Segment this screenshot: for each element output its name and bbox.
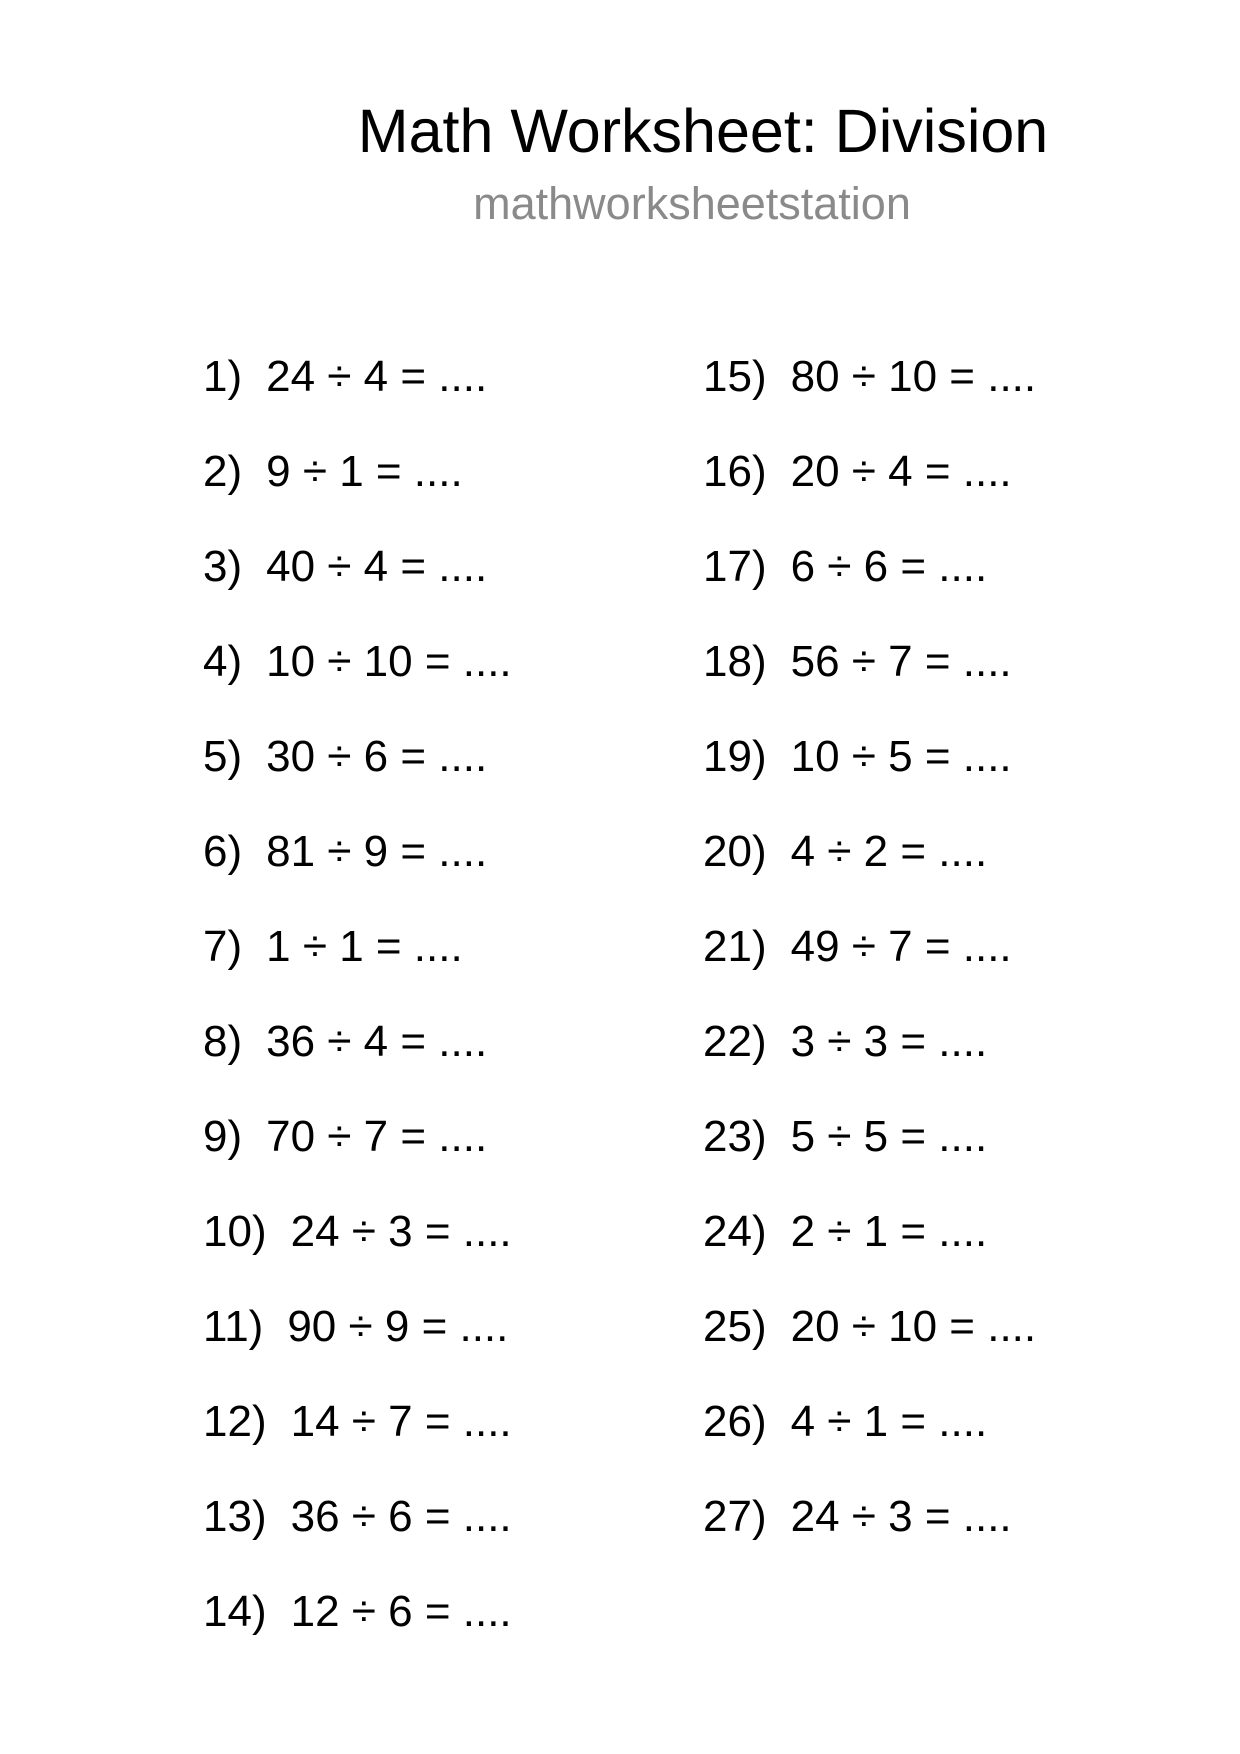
problem-row xyxy=(203,542,488,591)
problem-number: 5) xyxy=(203,732,243,781)
problem-row xyxy=(703,542,988,591)
problem-expression: 20 ÷ 10 = .... xyxy=(790,1302,1037,1351)
problem-row xyxy=(203,1492,512,1541)
problem-row xyxy=(203,827,488,876)
problem-expression: 10 ÷ 10 = .... xyxy=(266,637,512,686)
problem-row xyxy=(203,1587,512,1636)
problem-number: 20) xyxy=(703,827,767,876)
problem-expression: 6 ÷ 6 = .... xyxy=(790,542,988,591)
problem-number: 26) xyxy=(703,1397,767,1446)
problem-row xyxy=(703,827,988,876)
problem-expression: 56 ÷ 7 = .... xyxy=(790,637,1012,686)
problem-row xyxy=(703,447,1012,496)
problem-expression: 40 ÷ 4 = .... xyxy=(266,542,488,591)
problem-number: 12) xyxy=(203,1397,267,1446)
problem-number: 24) xyxy=(703,1207,767,1256)
problem-number: 19) xyxy=(703,732,767,781)
problem-expression: 30 ÷ 6 = .... xyxy=(266,732,488,781)
problem-expression: 2 ÷ 1 = .... xyxy=(790,1207,988,1256)
problem-number: 2) xyxy=(203,447,243,496)
problem-expression: 24 ÷ 3 = .... xyxy=(290,1207,512,1256)
problem-row xyxy=(703,732,1012,781)
problem-number: 8) xyxy=(203,1017,243,1066)
problem-number: 13) xyxy=(203,1492,267,1541)
problem-number: 7) xyxy=(203,922,243,971)
problem-row xyxy=(703,1302,1037,1351)
problem-number: 1) xyxy=(203,352,243,401)
problem-expression: 90 ÷ 9 = .... xyxy=(287,1302,509,1351)
problem-number: 18) xyxy=(703,637,767,686)
problem-expression: 80 ÷ 10 = .... xyxy=(790,352,1037,401)
worksheet-title: Math Worksheet: Division xyxy=(357,97,1049,165)
problem-number: 27) xyxy=(703,1492,767,1541)
problem-number: 4) xyxy=(203,637,243,686)
problem-row xyxy=(203,1112,488,1161)
problem-row xyxy=(703,637,1012,686)
problem-number: 10) xyxy=(203,1207,267,1256)
problem-number: 14) xyxy=(203,1587,267,1636)
problem-number: 22) xyxy=(703,1017,767,1066)
problem-expression: 36 ÷ 4 = .... xyxy=(266,1017,488,1066)
problem-number: 21) xyxy=(703,922,767,971)
problem-expression: 1 ÷ 1 = .... xyxy=(266,922,463,971)
problem-row xyxy=(203,352,488,401)
problem-expression: 24 ÷ 3 = .... xyxy=(790,1492,1012,1541)
problem-row xyxy=(203,1017,488,1066)
problem-number: 17) xyxy=(703,542,767,591)
problem-row xyxy=(703,1492,1012,1541)
problem-expression: 4 ÷ 2 = .... xyxy=(790,827,988,876)
problem-expression: 4 ÷ 1 = .... xyxy=(790,1397,988,1446)
problem-expression: 24 ÷ 4 = .... xyxy=(266,352,488,401)
problem-row xyxy=(203,1207,512,1256)
problem-expression: 10 ÷ 5 = .... xyxy=(790,732,1012,781)
problem-number: 9) xyxy=(203,1112,243,1161)
problem-number: 16) xyxy=(703,447,767,496)
problem-row xyxy=(203,922,463,971)
problem-number: 11) xyxy=(203,1302,264,1351)
problem-expression: 14 ÷ 7 = .... xyxy=(290,1397,512,1446)
problem-row xyxy=(703,1112,988,1161)
problem-expression: 81 ÷ 9 = .... xyxy=(266,827,488,876)
problem-expression: 70 ÷ 7 = .... xyxy=(266,1112,488,1161)
problem-row xyxy=(203,732,488,781)
problem-number: 3) xyxy=(203,542,243,591)
problem-expression: 12 ÷ 6 = .... xyxy=(290,1587,512,1636)
problem-row xyxy=(703,922,1012,971)
problem-number: 25) xyxy=(703,1302,767,1351)
problem-number: 15) xyxy=(703,352,767,401)
problem-row xyxy=(203,1302,509,1351)
problem-expression: 49 ÷ 7 = .... xyxy=(790,922,1012,971)
problem-row xyxy=(703,352,1037,401)
problem-expression: 9 ÷ 1 = .... xyxy=(266,447,463,496)
problem-row xyxy=(703,1397,988,1446)
problem-row xyxy=(203,1397,512,1446)
problem-row xyxy=(203,447,463,496)
problem-row xyxy=(703,1017,988,1066)
problem-expression: 20 ÷ 4 = .... xyxy=(790,447,1012,496)
problem-row xyxy=(203,637,512,686)
problem-expression: 3 ÷ 3 = .... xyxy=(790,1017,988,1066)
problem-number: 6) xyxy=(203,827,243,876)
problem-expression: 5 ÷ 5 = .... xyxy=(790,1112,988,1161)
problem-row xyxy=(703,1207,988,1256)
worksheet-subtitle: mathworksheetstation xyxy=(473,178,911,229)
problem-expression: 36 ÷ 6 = .... xyxy=(290,1492,512,1541)
problem-number: 23) xyxy=(703,1112,767,1161)
